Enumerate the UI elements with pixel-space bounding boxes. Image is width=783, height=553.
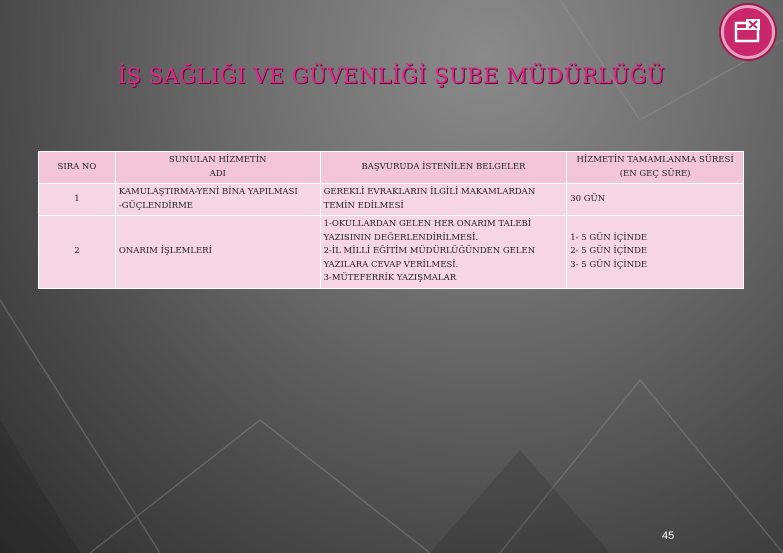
- required-documents: 1-OKULLARDAN GELEN HER ONARIM TALEBİ YAZISININ DEĞERLENDİRİLMESİ. 2-İL MİLLİ EĞİTİM MÜDÜRLÜĞÜNDEN GELEN YAZILARA CEVAP VERİLMESİ. 3-MÜTEFERRİK YAZIŞMALAR: [320, 216, 567, 289]
- header-hizmet-adi: SUNULAN HİZMETİN ADI: [115, 152, 320, 184]
- services-table: [38, 151, 744, 289]
- header-belgeler: BAŞVURUDA İSTENİLEN BELGELER: [320, 152, 567, 184]
- header-sira-no: SIRA NO: [39, 152, 116, 184]
- close-window-icon: [724, 8, 772, 56]
- row-number: 1: [39, 184, 116, 216]
- row-number: 2: [39, 216, 116, 289]
- completion-time: 30 GÜN: [567, 184, 744, 216]
- table-row: [39, 184, 744, 216]
- service-name: ONARIM İŞLEMLERİ: [115, 216, 320, 289]
- table-row: [39, 216, 744, 289]
- required-documents: GEREKLİ EVRAKLARIN İLGİLİ MAKAMLARDAN TEMİN EDİLMESİ: [320, 184, 567, 216]
- close-slide-button[interactable]: [721, 5, 775, 59]
- service-name: KAMULAŞTIRMA-YENİ BİNA YAPILMASI -GÜÇLENDİRME: [115, 184, 320, 216]
- slide-title: İŞ SAĞLIĞI VE GÜVENLİĞİ ŞUBE MÜDÜRLÜĞÜ: [117, 64, 666, 88]
- table-header-row: [39, 152, 744, 184]
- completion-time: 1- 5 GÜN İÇİNDE 2- 5 GÜN İÇİNDE 3- 5 GÜN İÇİNDE: [567, 216, 744, 289]
- header-sure: HİZMETİN TAMAMLANMA SÜRESİ (EN GEÇ SÜRE): [567, 152, 744, 184]
- page-number: 45: [662, 530, 675, 542]
